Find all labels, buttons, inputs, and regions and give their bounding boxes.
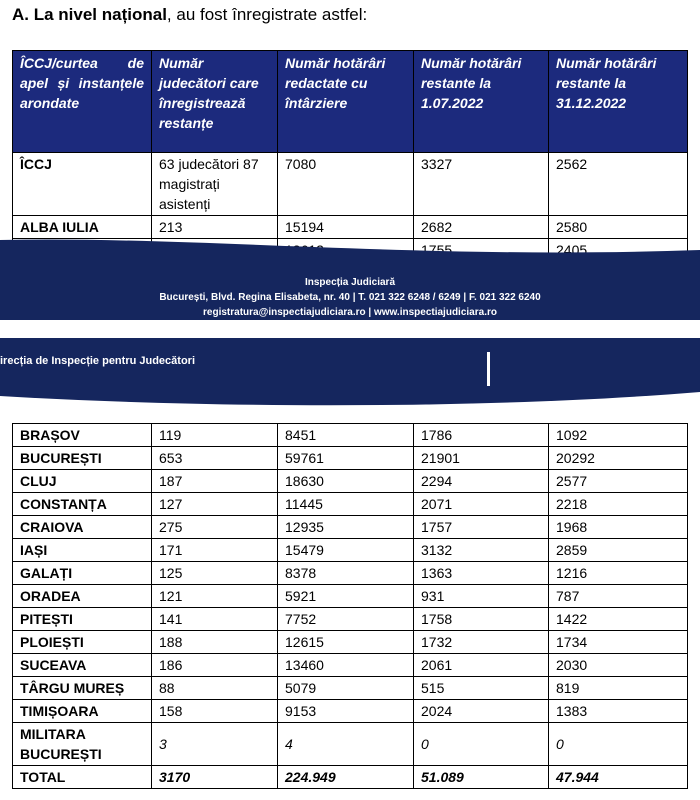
court-name: BUCUREȘTI (13, 447, 152, 470)
restant-dec-count: 1734 (549, 631, 688, 654)
restant-jul-count: 931 (414, 585, 549, 608)
table-row (13, 447, 688, 470)
restant-dec-count: 1422 (549, 608, 688, 631)
table-row (13, 631, 688, 654)
table-row (13, 424, 688, 447)
judges-count: 119 (152, 424, 278, 447)
late-count: 12615 (278, 631, 414, 654)
restant-jul-count: 1758 (414, 608, 549, 631)
footer-org: Inspecția Judiciară (304, 277, 396, 288)
table-row (13, 216, 688, 239)
restant-jul-count: 515 (414, 677, 549, 700)
court-name: ÎCCJ (13, 153, 152, 216)
restant-jul-count: 0 (414, 723, 549, 766)
judges-count: 275 (152, 516, 278, 539)
judges-count: 653 (152, 447, 278, 470)
court-name: CONSTANȚA (13, 493, 152, 516)
header-wave (0, 388, 700, 410)
restant-dec-count: 2218 (549, 493, 688, 516)
judges-count: 141 (152, 608, 278, 631)
statistics-table-bottom (12, 423, 688, 789)
total-restant-dec: 47.944 (549, 766, 688, 789)
judges-count: 121 (152, 585, 278, 608)
court-name: TIMIȘOARA (13, 700, 152, 723)
table-row (13, 700, 688, 723)
restant-jul-count: 1757 (414, 516, 549, 539)
restant-dec-count: 2562 (549, 153, 688, 216)
restant-dec-count: 2030 (549, 654, 688, 677)
late-count: 9153 (278, 700, 414, 723)
restant-dec-count: 2580 (549, 216, 688, 239)
header-divider (487, 352, 490, 386)
restant-dec-count: 2859 (549, 539, 688, 562)
footer-contact: registratura@inspectiajudiciara.ro | www.inspectiajudiciara.ro (203, 307, 497, 318)
court-name: GALAȚI (13, 562, 152, 585)
court-name: CRAIOVA (13, 516, 152, 539)
late-count: 5079 (278, 677, 414, 700)
total-judges: 3170 (152, 766, 278, 789)
table-row (13, 677, 688, 700)
restant-dec-count: 0 (549, 723, 688, 766)
restant-dec-count: 1968 (549, 516, 688, 539)
restant-dec-count: 20292 (549, 447, 688, 470)
restant-jul-count: 3132 (414, 539, 549, 562)
judges-count: 213 (152, 216, 278, 239)
restant-jul-count: 3327 (414, 153, 549, 216)
column-header-court: ÎCCJ/curtea de apel și instanțele arondate (13, 51, 152, 153)
late-count: 11445 (278, 493, 414, 516)
late-count: 59761 (278, 447, 414, 470)
late-count: 15479 (278, 539, 414, 562)
late-count: 13460 (278, 654, 414, 677)
court-name: PLOIEȘTI (13, 631, 152, 654)
restant-jul-count: 1732 (414, 631, 549, 654)
court-name: ORADEA (13, 585, 152, 608)
court-name: TÂRGU MUREȘ (13, 677, 152, 700)
court-name: PITEȘTI (13, 608, 152, 631)
judges-count: 63 judecători 87 magistrați asistenți (152, 153, 278, 216)
restant-dec-count: 1383 (549, 700, 688, 723)
late-count: 5921 (278, 585, 414, 608)
late-count: 15194 (278, 216, 414, 239)
column-header-judges: Număr judecători care înregistrează restanțe (152, 51, 278, 153)
table-row (13, 493, 688, 516)
table-header-row (13, 51, 688, 153)
restant-jul-count: 2061 (414, 654, 549, 677)
page-header (0, 338, 700, 390)
total-label: TOTAL (13, 766, 152, 789)
table-row (13, 562, 688, 585)
judges-count: 186 (152, 654, 278, 677)
table-row (13, 654, 688, 677)
late-count: 7080 (278, 153, 414, 216)
section-heading-bold: A. La nivel național (12, 5, 167, 24)
court-name: ALBA IULIA (13, 216, 152, 239)
column-header-restant-dec: Număr hotărâri restante la 31.12.2022 (549, 51, 688, 153)
court-name: CLUJ (13, 470, 152, 493)
restant-dec-count: 2577 (549, 470, 688, 493)
judges-count: 158 (152, 700, 278, 723)
total-restant-jul: 51.089 (414, 766, 549, 789)
restant-jul-count: 1363 (414, 562, 549, 585)
table-row (13, 539, 688, 562)
column-header-late: Număr hotărâri redactate cu întârziere (278, 51, 414, 153)
table-row-total (13, 766, 688, 789)
restant-jul-count: 2071 (414, 493, 549, 516)
late-count: 8451 (278, 424, 414, 447)
judges-count: 125 (152, 562, 278, 585)
restant-dec-count: 787 (549, 585, 688, 608)
section-heading-rest: , au fost înregistrate astfel: (166, 5, 368, 24)
footer-address: București, Blvd. Regina Elisabeta, nr. 40 | T. 021 322 6248 / 6249 | F. 021 322 6240 (159, 292, 541, 303)
restant-dec-count: 2405 (549, 239, 688, 262)
court-name: BRAȘOV (13, 424, 152, 447)
page-footer (0, 262, 700, 320)
court-name: SUCEAVA (13, 654, 152, 677)
judges-count: 188 (152, 631, 278, 654)
section-heading (12, 5, 367, 25)
judges-count: 88 (152, 677, 278, 700)
table-row (13, 585, 688, 608)
table-row (13, 608, 688, 631)
judges-count: 127 (152, 493, 278, 516)
restant-jul-count: 2682 (414, 216, 549, 239)
restant-jul-count: 2294 (414, 470, 549, 493)
restant-jul-count: 2024 (414, 700, 549, 723)
table-row-military (13, 723, 688, 766)
court-name: MILITARA BUCUREȘTI (13, 723, 152, 766)
total-late: 224.949 (278, 766, 414, 789)
judges-count: 171 (152, 539, 278, 562)
table-row (13, 516, 688, 539)
restant-dec-count: 1092 (549, 424, 688, 447)
restant-jul-count: 1786 (414, 424, 549, 447)
department-name: irecția de Inspecție pentru Judecători (0, 355, 196, 367)
judges-count: 3 (152, 723, 278, 766)
table-row (13, 470, 688, 493)
late-count: 8378 (278, 562, 414, 585)
page-break (0, 320, 700, 338)
late-count: 12935 (278, 516, 414, 539)
column-header-restant-jul: Număr hotărâri restante la 1.07.2022 (414, 51, 549, 153)
late-count: 7752 (278, 608, 414, 631)
restant-jul-count: 1755 (414, 239, 549, 262)
court-name: IAȘI (13, 539, 152, 562)
restant-jul-count: 21901 (414, 447, 549, 470)
late-count: 18630 (278, 470, 414, 493)
restant-dec-count: 819 (549, 677, 688, 700)
late-count: 4 (278, 723, 414, 766)
statistics-table-top (12, 50, 688, 262)
judges-count: 187 (152, 470, 278, 493)
table-row (13, 153, 688, 216)
restant-dec-count: 1216 (549, 562, 688, 585)
